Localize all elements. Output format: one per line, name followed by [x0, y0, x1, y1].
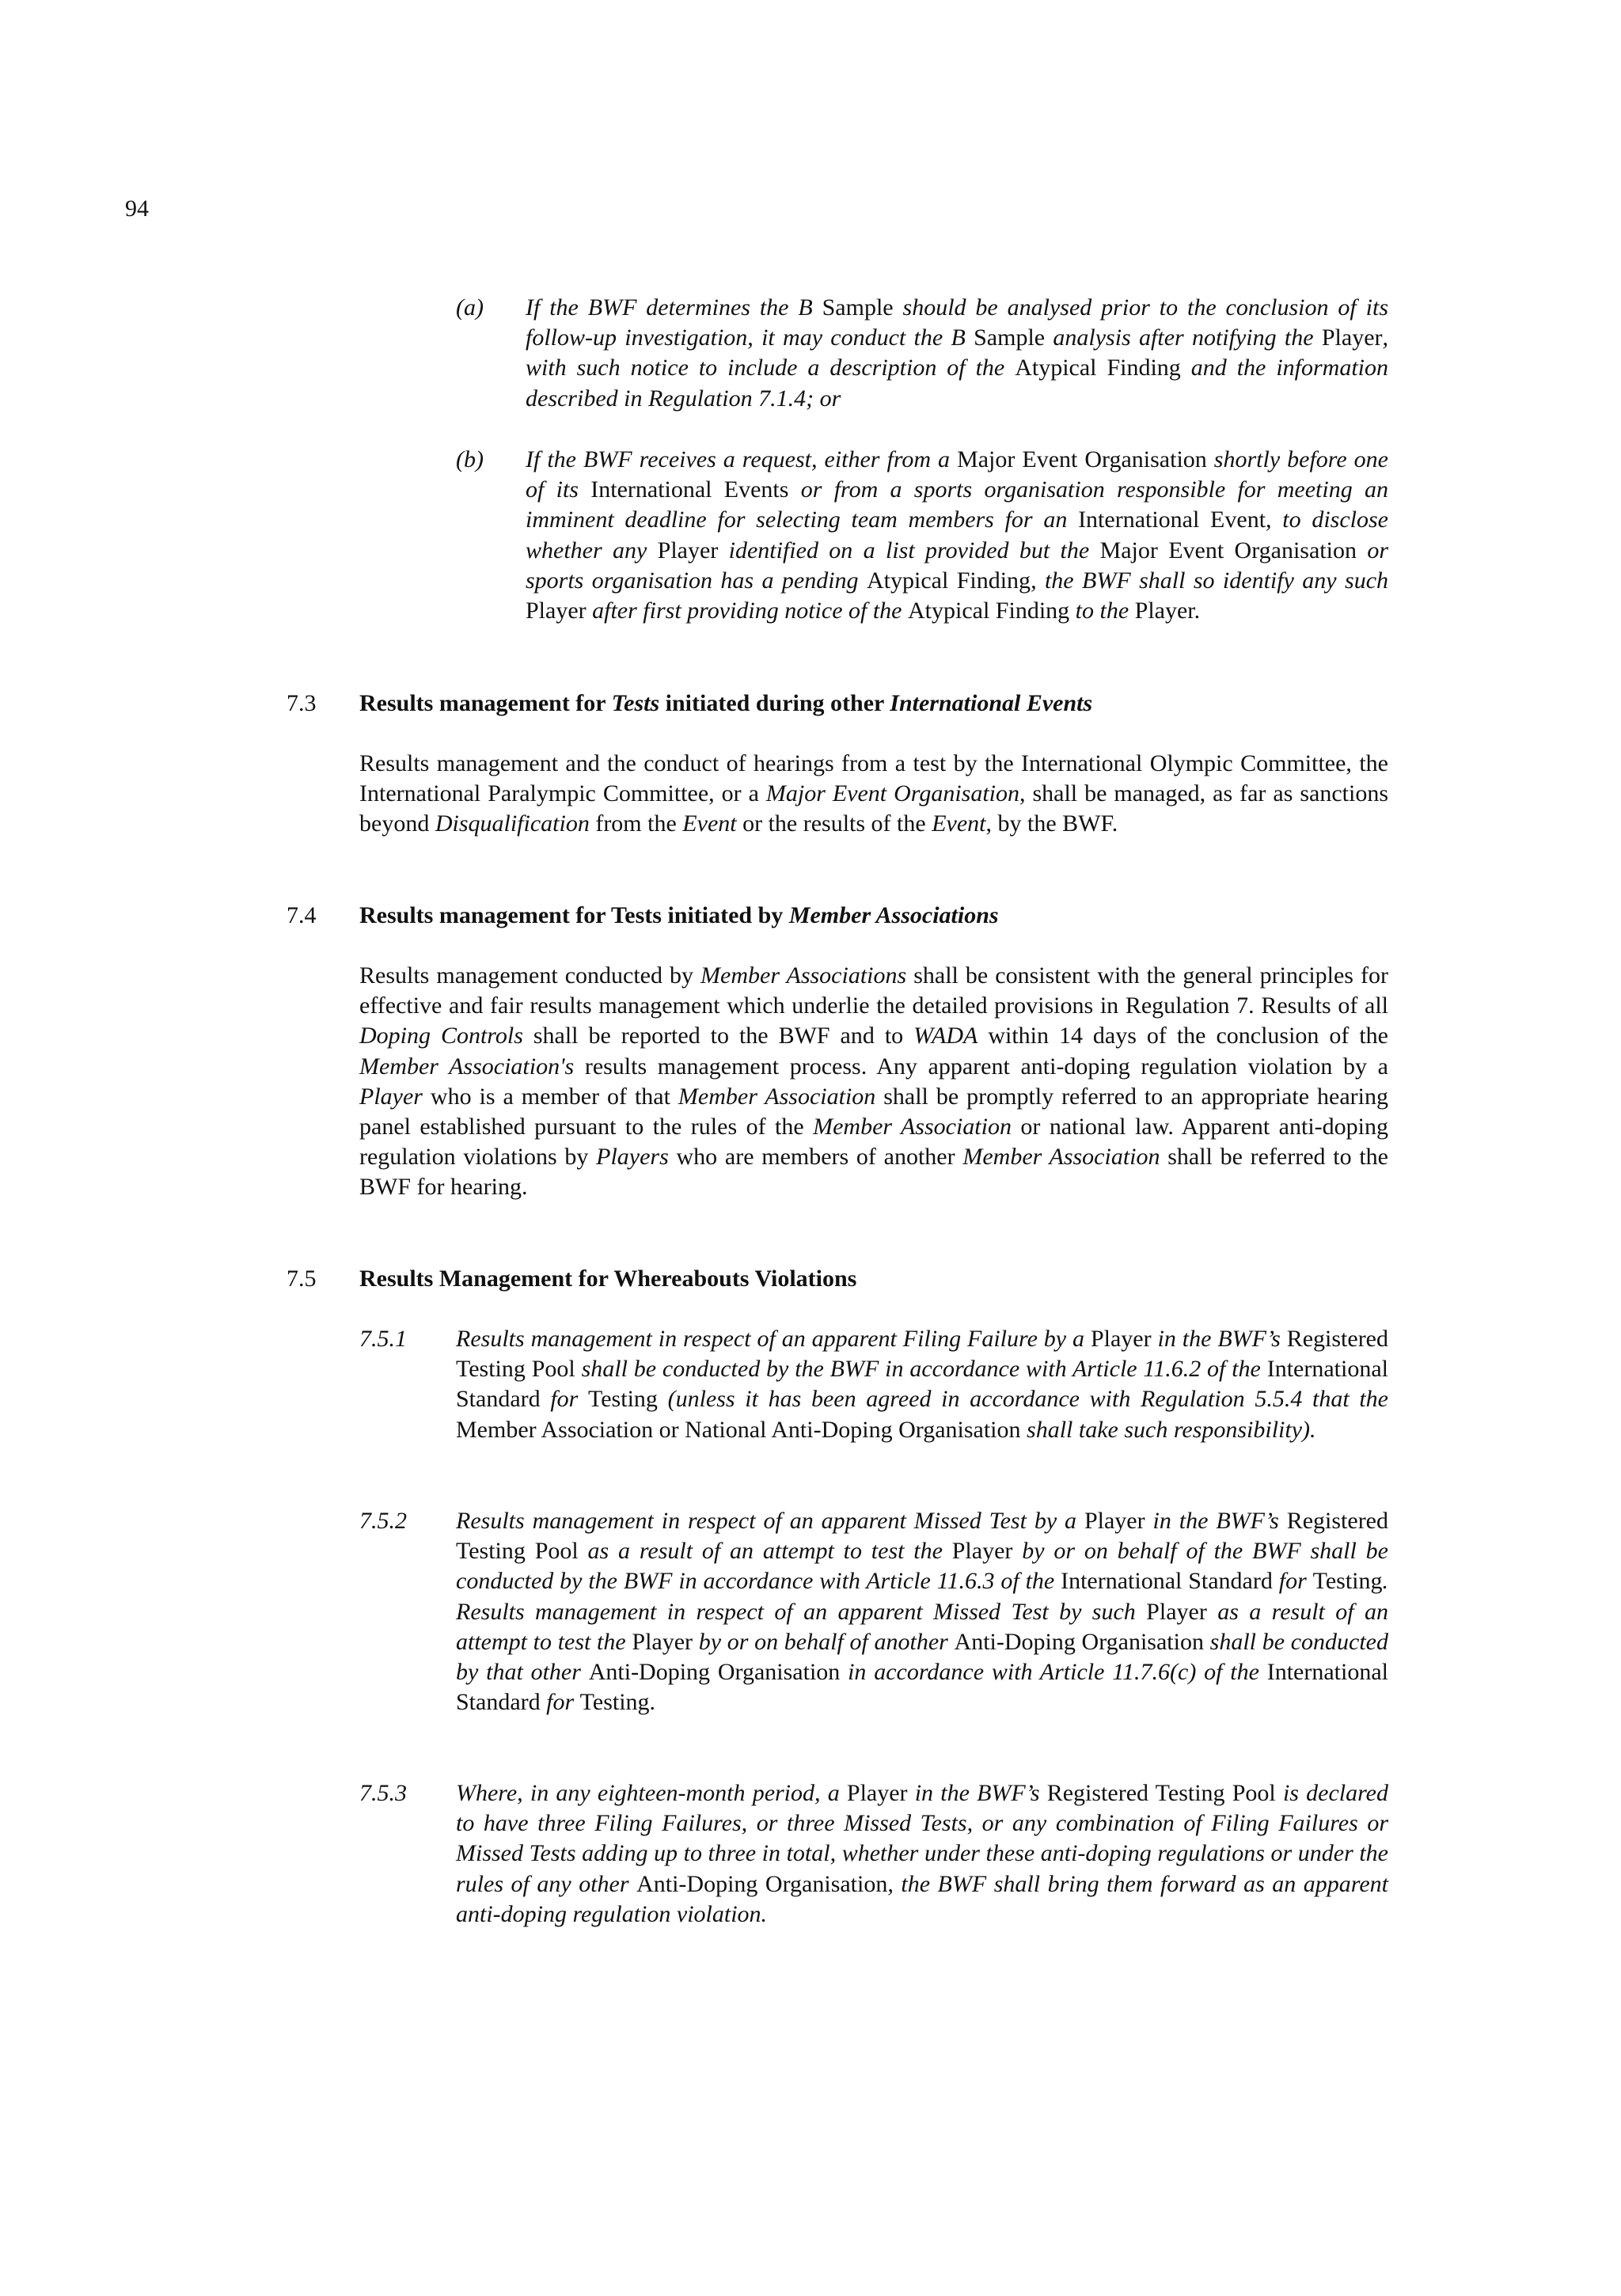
text-run: Registered Testing Pool	[1046, 1780, 1276, 1806]
text-run: shall take such responsibility).	[1020, 1416, 1316, 1443]
text-run: .	[649, 1689, 656, 1716]
text-run: International Event	[1078, 507, 1266, 533]
heading-run: Results management for	[359, 690, 612, 716]
section-7-3-number: 7.3	[287, 690, 317, 716]
text-run: Player	[846, 1780, 908, 1806]
text-run: Anti-Doping Organisation	[588, 1659, 841, 1686]
text-run: . Results management in respect of an apparent Missed Test by such	[456, 1568, 1389, 1625]
text-run: Event	[682, 810, 737, 837]
section-7-4-number: 7.4	[287, 902, 317, 928]
text-run: Player	[1146, 1598, 1207, 1625]
text-run: or sports organisation has a pending	[526, 537, 1388, 594]
text-run: Testing	[588, 1386, 658, 1413]
text-run: is declared to have three Filing Failures, or three Missed Tests, or any combination of Filing Failures or Missed Tests adding up to three in total, whether under these anti-doping regulations or under the rules of any other	[456, 1780, 1388, 1897]
text-run: Registered Testing Pool	[456, 1326, 1388, 1383]
text-run: Disqualification	[435, 810, 590, 837]
item-a-label: (a)	[456, 294, 484, 321]
text-run: Results management and the conduct of hearings from a test by the International Olympic Committee, the International Paralympic Committee, or a	[359, 750, 1388, 807]
sub-7-5-1-label: 7.5.1	[359, 1326, 407, 1352]
text-run: Player	[1090, 1326, 1152, 1352]
heading-run: International Events	[890, 690, 1093, 716]
sub-7-5-2-text	[456, 1506, 1388, 1717]
text-run: who is a member of that	[422, 1083, 678, 1110]
text-run: Major Event Organisation	[1099, 537, 1357, 564]
text-run: , shall be managed, as far as sanctions beyond	[359, 780, 1388, 837]
text-run: .	[1194, 598, 1201, 624]
text-run: Member Association	[678, 1083, 876, 1110]
text-run: Results management in respect of an apparent Missed Test by a	[456, 1508, 1084, 1534]
item-a-text	[526, 293, 1388, 414]
text-run: International Events	[590, 476, 789, 503]
text-run: for	[540, 1689, 580, 1716]
text-run: Testing	[1312, 1568, 1383, 1595]
text-run: Sample	[822, 294, 894, 321]
text-run: Results management conducted by	[359, 962, 701, 989]
heading-run: Tests	[611, 690, 660, 716]
section-7-3-heading	[359, 689, 1388, 719]
text-run: shall be conducted by the BWF in accordance with Article 11.6.2 of the	[575, 1356, 1267, 1383]
text-run: Atypical Finding	[1015, 355, 1181, 381]
text-run: from the	[589, 810, 683, 837]
text-run: Member Association or National Anti-Doping Organisation	[456, 1416, 1021, 1443]
text-run: Player	[1084, 1508, 1145, 1534]
text-run: Player	[359, 1083, 423, 1110]
text-run: Member Association	[813, 1114, 1012, 1140]
text-run: within 14 days of the conclusion of the	[978, 1023, 1388, 1049]
section-7-5-number: 7.5	[287, 1266, 317, 1292]
text-run: Results management in respect of an apparent Filing Failure by a	[456, 1326, 1091, 1352]
text-run: Anti-Doping Organisation	[954, 1628, 1204, 1655]
text-run: shall be referred to the BWF for hearing.	[359, 1144, 1388, 1201]
text-run: Event	[932, 810, 986, 837]
text-run: should be analysed prior to the conclusion of its follow-up investigation, it may conduct the B	[526, 294, 1388, 351]
text-run: Major Event Organisation	[957, 446, 1207, 472]
text-run: If the BWF receives a request, either from a	[526, 446, 958, 472]
text-run: analysis after notifying the	[1045, 324, 1322, 351]
text-run: or from a sports organisation responsible for meeting an imminent deadline for selecting team members for an	[526, 476, 1388, 533]
text-run: shall be conducted by that other	[456, 1628, 1389, 1686]
text-run: who are members of another	[668, 1144, 963, 1171]
text-run: Sample	[974, 324, 1046, 351]
text-run: Atypical Finding	[908, 598, 1070, 624]
text-run: shortly before one of its	[526, 446, 1388, 503]
text-run: Atypical Finding	[866, 567, 1031, 594]
text-run: shall be reported to the BWF and to	[522, 1023, 914, 1049]
text-run: If the BWF determines the B	[526, 294, 822, 321]
section-7-4-heading	[359, 901, 1388, 931]
section-7-5-heading: Results Management for Whereabouts Violations	[359, 1266, 857, 1292]
text-run: or the results of the	[736, 810, 932, 837]
text-run: Where, in any eighteen-month period, a	[456, 1780, 847, 1806]
sub-7-5-2-label: 7.5.2	[359, 1508, 407, 1534]
text-run: for	[540, 1386, 589, 1413]
text-run: WADA	[913, 1023, 978, 1049]
text-run: shall be consistent with the general principles for effective and fair results management which underlie the detailed provisions in Regulation 7. Results of all	[359, 962, 1388, 1019]
text-run: Testing	[579, 1689, 650, 1716]
text-run: Player	[632, 1628, 693, 1655]
sub-7-5-1-text	[456, 1324, 1388, 1445]
text-run: after first providing notice of the	[586, 598, 908, 624]
text-run: Member Associations	[700, 962, 907, 989]
item-b-text	[526, 445, 1388, 626]
text-run: in the BWF’s	[1145, 1508, 1287, 1534]
text-run: and the information described in Regulation 7.1.4; or	[526, 355, 1389, 412]
text-run: in the BWF’s	[907, 1780, 1047, 1806]
section-7-3-body	[359, 749, 1388, 840]
text-run: by or on behalf of another	[693, 1628, 955, 1655]
text-run: shall be promptly referred to an appropriate hearing panel established pursuant to the rules of the	[359, 1083, 1388, 1140]
text-run: , the BWF shall bring them forward as an apparent anti-doping regulation violation.	[456, 1870, 1388, 1927]
text-run: , to disclose whether any	[526, 507, 1388, 564]
text-run: Player	[1321, 324, 1383, 351]
text-run: , by the BWF.	[985, 810, 1118, 837]
text-run: International Standard	[456, 1659, 1389, 1716]
sub-7-5-3-text	[456, 1778, 1388, 1930]
text-run: Player	[526, 598, 587, 624]
heading-run: initiated during other	[659, 690, 890, 716]
item-b-label: (b)	[456, 446, 484, 472]
text-run: to the	[1069, 598, 1135, 624]
text-run: Player	[657, 537, 719, 564]
text-run: (unless it has been agreed in accordance with Regulation 5.5.4 that the	[657, 1386, 1388, 1413]
sub-7-5-3-label: 7.5.3	[359, 1780, 407, 1806]
heading-run: Results management for Tests initiated by	[359, 902, 789, 928]
text-run: Player	[1134, 598, 1194, 624]
text-run: results management process. Any apparent anti-doping regulation violation by a	[574, 1053, 1388, 1080]
text-run: , the BWF shall so identify any such	[1031, 567, 1389, 594]
text-run: Registered Testing Pool	[456, 1508, 1388, 1565]
text-run: for	[1272, 1568, 1313, 1595]
text-run: Player	[951, 1538, 1013, 1565]
text-run: in accordance with Article 11.7.6(c) of the	[840, 1659, 1267, 1686]
text-run: or national law. Apparent anti-doping regulation violations by	[359, 1114, 1388, 1171]
heading-run: Member Associations	[788, 902, 999, 928]
text-run: as a result of an attempt to test the	[578, 1538, 952, 1565]
text-run: Anti-Doping Organisation	[636, 1870, 888, 1897]
text-run: Players	[596, 1144, 669, 1171]
text-run: Member Association's	[359, 1053, 575, 1080]
section-7-4-body	[359, 961, 1388, 1203]
text-run: identified on a list provided but the	[718, 537, 1100, 564]
text-run: Member Association	[962, 1144, 1160, 1171]
text-run: , with such notice to include a description of the	[526, 324, 1388, 381]
text-run: as a result of an attempt to test the	[456, 1598, 1388, 1655]
text-run: Doping Controls	[359, 1023, 523, 1049]
text-run: Major Event Organisation	[765, 780, 1020, 807]
text-run: in the BWF’s	[1151, 1326, 1287, 1352]
text-run: by or on behalf of the BWF shall be conducted by the BWF in accordance with Article 11.6.3 of the	[456, 1538, 1388, 1595]
page-number: 94	[125, 195, 149, 222]
text-run: International Standard	[456, 1356, 1388, 1413]
text-run: International Standard	[1061, 1568, 1273, 1595]
